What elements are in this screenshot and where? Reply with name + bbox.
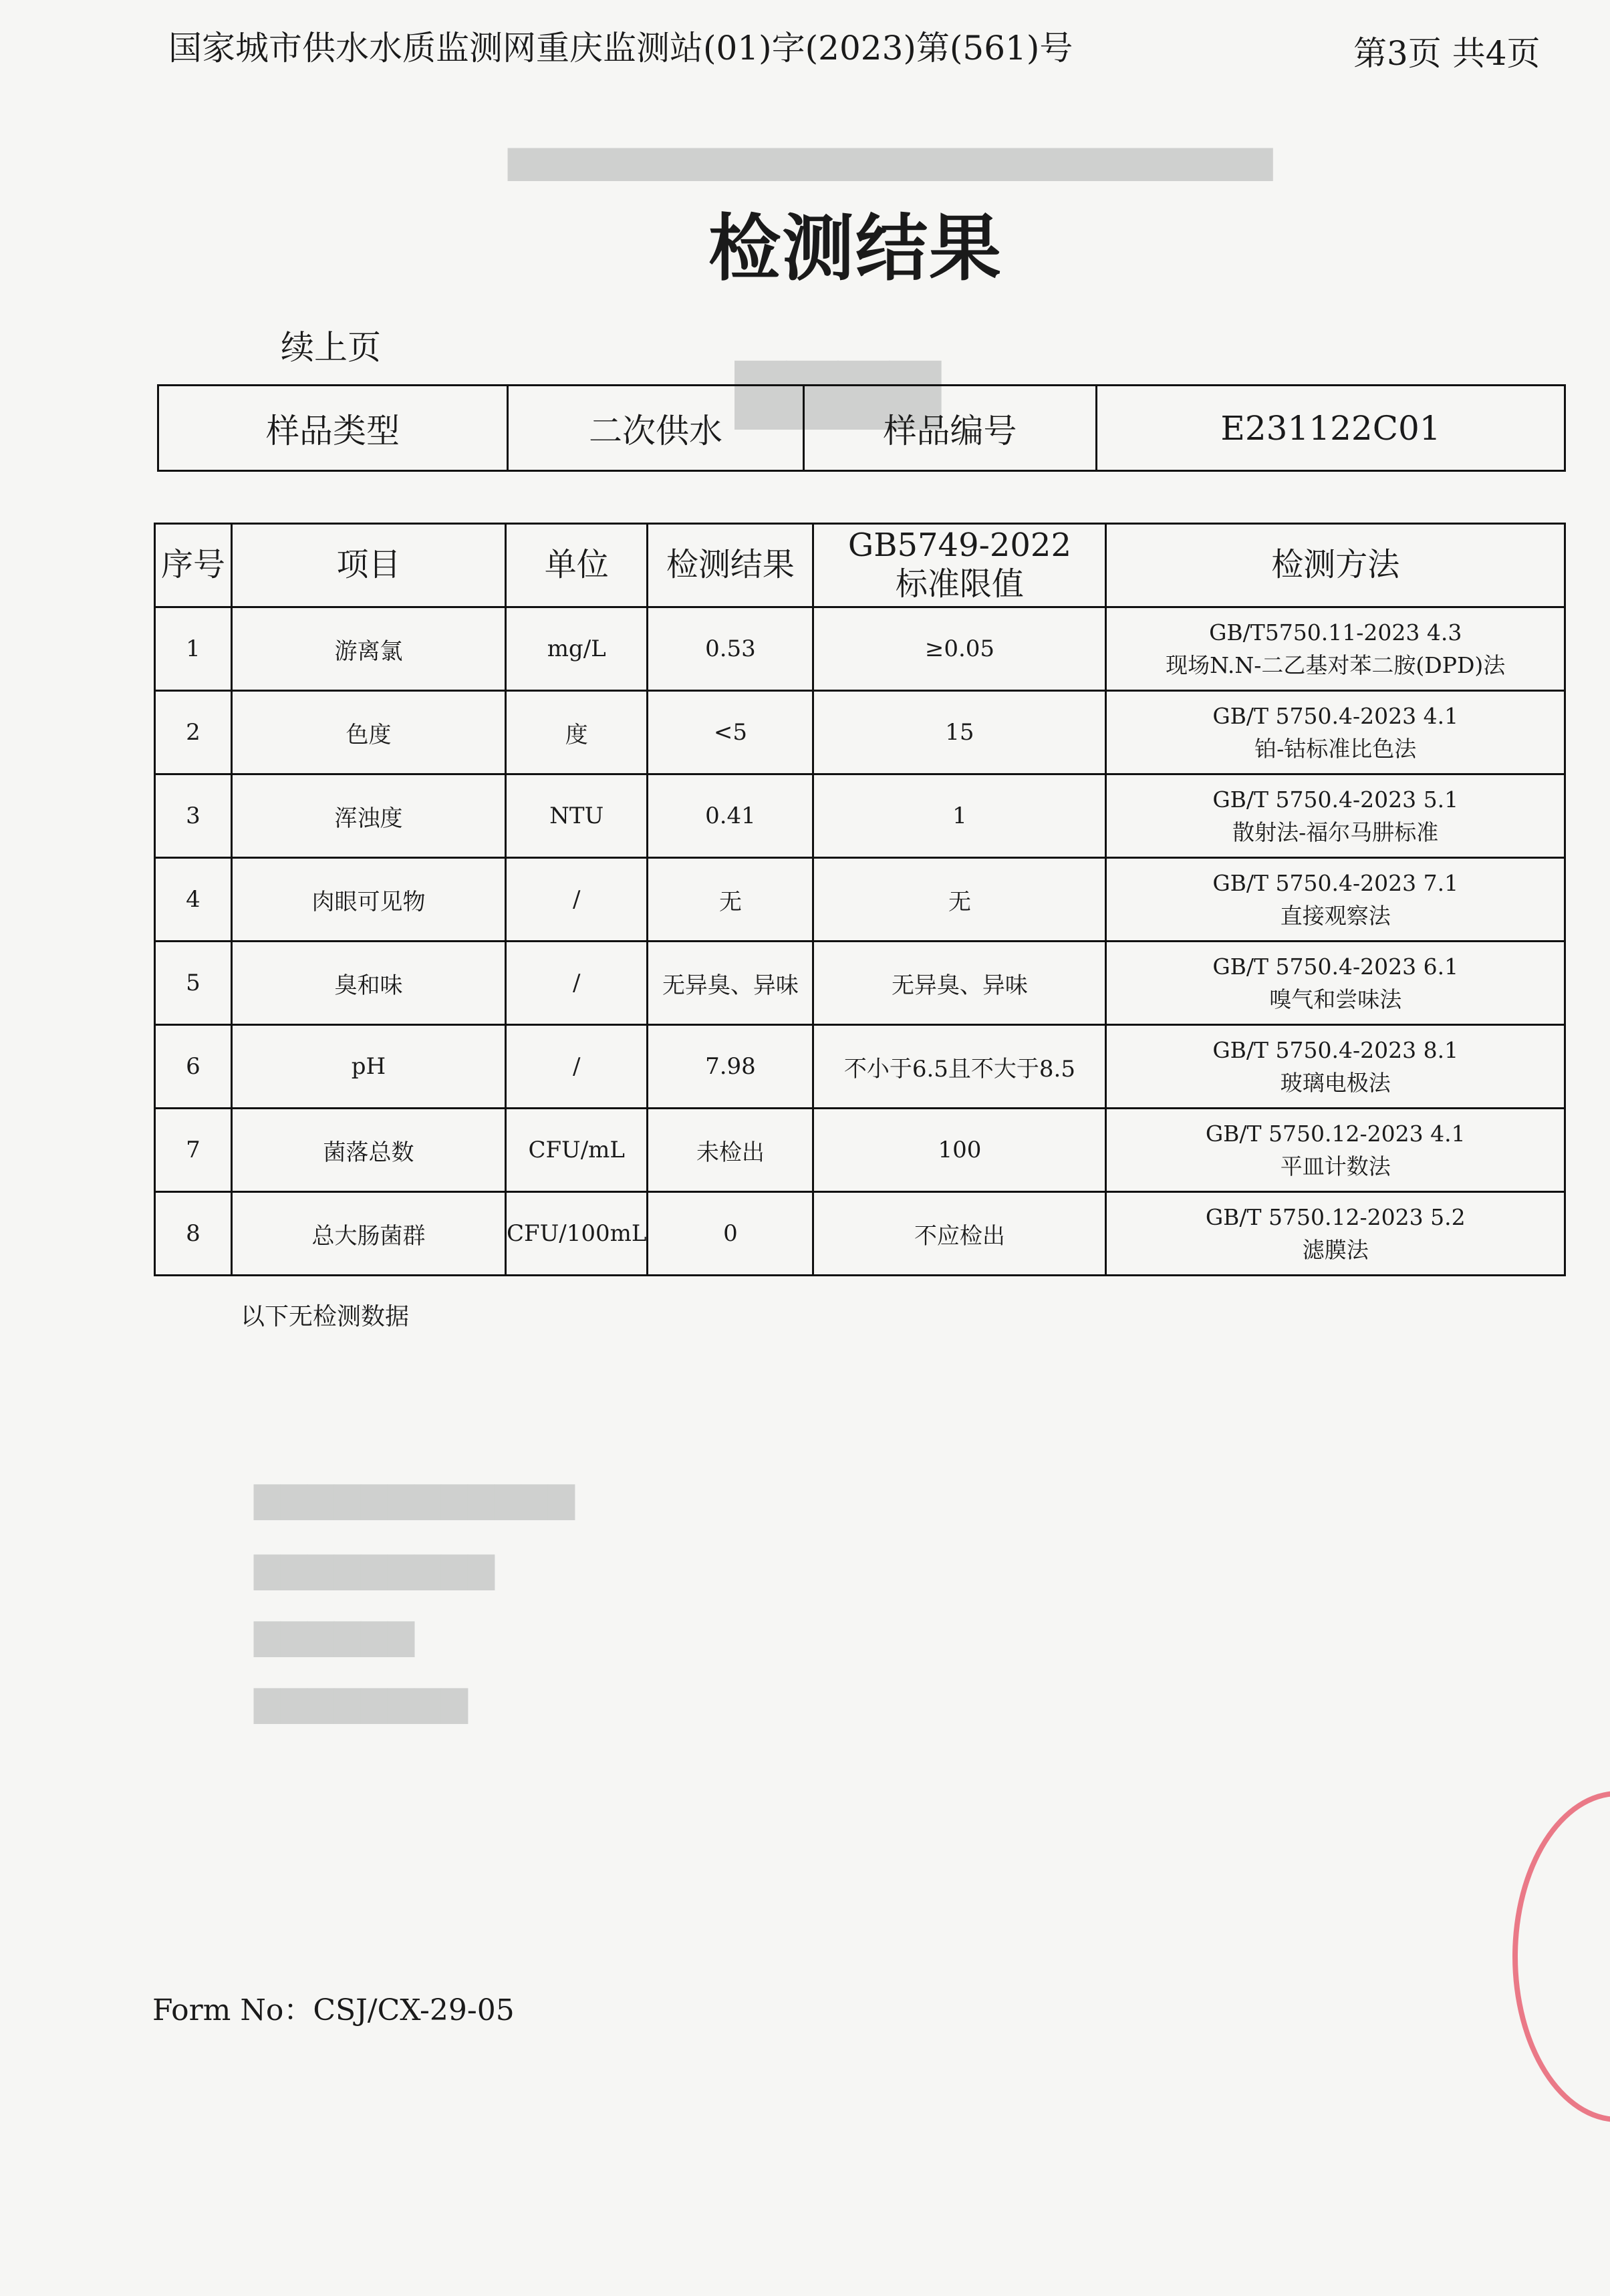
header-limit-label: 标准限值 (895, 565, 1024, 603)
cell-unit: CFU/100mL (506, 1192, 648, 1276)
table-row (155, 942, 1565, 1025)
method-name: 铂-钴标准比色法 (1254, 736, 1417, 762)
cell-method (1106, 858, 1565, 942)
bleed-through-text: ▇▇▇▇ (735, 351, 941, 429)
cell-limit: 无 (813, 858, 1106, 942)
sample-id-value: E231122C01 (1097, 386, 1565, 471)
method-standard: GB/T 5750.4-2023 7.1 (1212, 869, 1459, 896)
cell-unit: / (506, 942, 648, 1025)
cell-unit: CFU/mL (506, 1109, 648, 1192)
header-limit-standard: GB5749-2022 (847, 527, 1072, 565)
cell-unit: 度 (506, 691, 648, 774)
method-name: 平皿计数法 (1280, 1153, 1391, 1179)
method-standard: GB/T 5750.4-2023 6.1 (1212, 953, 1459, 980)
cell-limit: 1 (813, 774, 1106, 858)
cell-method (1106, 942, 1565, 1025)
sample-info-row (158, 386, 1565, 471)
bleed-through-text: ▇▇▇▇▇▇▇▇▇▇▇▇▇▇▇▇▇▇▇▇▇▇▇▇▇▇▇▇▇▇▇ (508, 144, 1273, 181)
cell-no: 6 (155, 1025, 232, 1109)
report-code: 国家城市供水水质监测网重庆监测站(01)字(2023)第(561)号 (168, 29, 1073, 67)
cell-method (1106, 1025, 1565, 1109)
cell-item: 浑浊度 (232, 774, 506, 858)
method-name: 现场N.N-二乙基对苯二胺(DPD)法 (1166, 652, 1506, 678)
continued-label: 续上页 (281, 328, 381, 367)
method-standard: GB/T 5750.12-2023 4.1 (1205, 1120, 1466, 1147)
cell-result: 无 (648, 858, 813, 942)
cell-result: 0.53 (648, 607, 813, 691)
cell-item: pH (232, 1025, 506, 1109)
cell-item: 游离氯 (232, 607, 506, 691)
table-row (155, 607, 1565, 691)
cell-unit: / (506, 858, 648, 942)
cell-unit: mg/L (506, 607, 648, 691)
method-name: 嗅气和尝味法 (1269, 986, 1402, 1012)
cell-result: <5 (648, 691, 813, 774)
cell-limit: 不应检出 (813, 1192, 1106, 1276)
cell-no: 4 (155, 858, 232, 942)
sample-info-table (157, 384, 1566, 472)
cell-result: 0.41 (648, 774, 813, 858)
bleed-through-text: ▇▇▇▇▇▇▇▇ (254, 1684, 468, 1724)
cell-item: 臭和味 (232, 942, 506, 1025)
cell-limit: 15 (813, 691, 1106, 774)
cell-method (1106, 774, 1565, 858)
cell-item: 肉眼可见物 (232, 858, 506, 942)
cell-item: 菌落总数 (232, 1109, 506, 1192)
sample-id-label: 样品编号 (804, 386, 1097, 471)
method-standard: GB/T 5750.4-2023 5.1 (1212, 786, 1459, 813)
cell-result: 无异臭、异味 (648, 942, 813, 1025)
table-header-row (155, 524, 1565, 607)
no-more-data-note: 以下无检测数据 (241, 1303, 410, 1330)
page-title: 检测结果 (708, 207, 1002, 291)
cell-no: 2 (155, 691, 232, 774)
method-standard: GB/T 5750.12-2023 5.2 (1205, 1203, 1466, 1230)
cell-limit: 无异臭、异味 (813, 942, 1106, 1025)
table-row (155, 858, 1565, 942)
method-name: 玻璃电极法 (1280, 1070, 1391, 1096)
cell-method (1106, 607, 1565, 691)
cell-unit: NTU (506, 774, 648, 858)
sample-type-value: 二次供水 (508, 386, 804, 471)
cell-method (1106, 691, 1565, 774)
method-name: 滤膜法 (1302, 1237, 1369, 1263)
method-standard: GB/T5750.11-2023 4.3 (1209, 619, 1462, 645)
method-standard: GB/T 5750.4-2023 4.1 (1212, 702, 1459, 729)
cell-no: 5 (155, 942, 232, 1025)
bleed-through-text: ▇▇▇▇▇▇▇▇▇ (254, 1550, 495, 1590)
table-row (155, 1192, 1565, 1276)
cell-no: 1 (155, 607, 232, 691)
cell-limit: 100 (813, 1109, 1106, 1192)
method-name: 直接观察法 (1280, 903, 1391, 929)
header-result: 检测结果 (648, 524, 813, 607)
cell-no: 7 (155, 1109, 232, 1192)
page-indicator: 第3页 共4页 (1353, 34, 1540, 73)
form-number: Form No：CSJ/CX-29-05 (152, 1993, 515, 2027)
cell-item: 总大肠菌群 (232, 1192, 506, 1276)
header-unit: 单位 (506, 524, 648, 607)
bleed-through-text: ▇▇▇▇▇▇▇▇▇▇▇▇ (254, 1480, 575, 1520)
cell-no: 8 (155, 1192, 232, 1276)
method-name: 散射法-福尔马肼标准 (1232, 819, 1439, 845)
header-method: 检测方法 (1106, 524, 1565, 607)
table-row (155, 1025, 1565, 1109)
cell-result: 0 (648, 1192, 813, 1276)
table-row (155, 774, 1565, 858)
cell-method (1106, 1192, 1565, 1276)
cell-result: 7.98 (648, 1025, 813, 1109)
header-no: 序号 (155, 524, 232, 607)
table-row (155, 691, 1565, 774)
cell-unit: / (506, 1025, 648, 1109)
cell-no: 3 (155, 774, 232, 858)
table-row (155, 1109, 1565, 1192)
sample-type-label: 样品类型 (158, 386, 508, 471)
bleed-through-text: ▇▇▇▇▇▇ (254, 1617, 414, 1657)
cell-item: 色度 (232, 691, 506, 774)
official-seal-fragment (1512, 1791, 1610, 2122)
method-standard: GB/T 5750.4-2023 8.1 (1212, 1036, 1459, 1063)
cell-method (1106, 1109, 1565, 1192)
cell-result: 未检出 (648, 1109, 813, 1192)
header-item: 项目 (232, 524, 506, 607)
cell-limit: ≥0.05 (813, 607, 1106, 691)
results-table (154, 523, 1566, 1276)
cell-limit: 不小于6.5且不大于8.5 (813, 1025, 1106, 1109)
header-limit (813, 524, 1106, 607)
